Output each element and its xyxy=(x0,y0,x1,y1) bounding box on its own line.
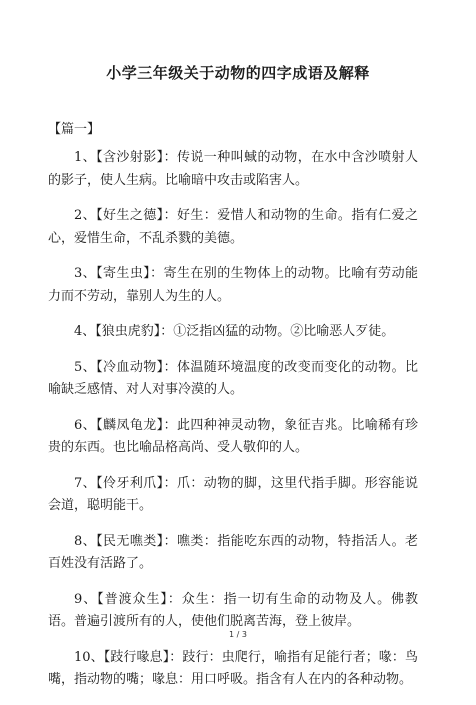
idiom-entry-3: 3、【寄生虫】：寄生在别的生物体上的动物。比喻有劳动能力而不劳动，靠别人为生的人。 xyxy=(48,266,418,304)
idiom-entry-6: 6、【麟凤龟龙】：此四种神灵动物，象征吉兆。比喻稀有珍贵的东西。也比喻品格高尚、受人敬仰的人。 xyxy=(48,417,418,455)
idiom-entry-10: 10、【跂行喙息】：跂行：虫爬行，喻指有足能行者；喙：鸟嘴，指动物的嘴；喙息：用口呼吸。指含有人在内的各种动物。 xyxy=(48,649,418,687)
page-number: 1 / 3 xyxy=(229,630,247,639)
idiom-entry-7: 7、【伶牙利爪】：爪：动物的脚，这里代指手脚。形容能说会道，聪明能干。 xyxy=(48,475,418,513)
idiom-list xyxy=(48,147,418,705)
idiom-entry-1: 1、【含沙射影】：传说一种叫蜮的动物，在水中含沙喷射人的影子，使人生病。比喻暗中攻击或陷害人。 xyxy=(48,150,418,188)
document-title: 小学三年级关于动物的四字成语及解释 xyxy=(106,64,370,82)
idiom-entry-2: 2、【好生之德】：好生：爱惜人和动物的生命。指有仁爱之心，爱惜生命，不乱杀戮的美德。 xyxy=(48,208,418,246)
idiom-entry-5: 5、【冷血动物】：体温随环境温度的改变而变化的动物。比喻缺乏感情、对人对事冷漠的人。 xyxy=(48,359,418,397)
idiom-entry-8: 8、【民无噍类】：噍类：指能吃东西的动物，特指活人。老百姓没有活路了。 xyxy=(48,533,418,571)
section-heading: 【篇一】 xyxy=(48,122,101,137)
idiom-entry-4: 4、【狼虫虎豹】：①泛指凶猛的动物。②比喻恶人歹徒。 xyxy=(74,324,395,339)
idiom-entry-9: 9、【普渡众生】：众生：指一切有生命的动物及人。佛教语。普遍引渡所有的人，使他们脱离苦海，登上彼岸。 xyxy=(48,591,418,629)
